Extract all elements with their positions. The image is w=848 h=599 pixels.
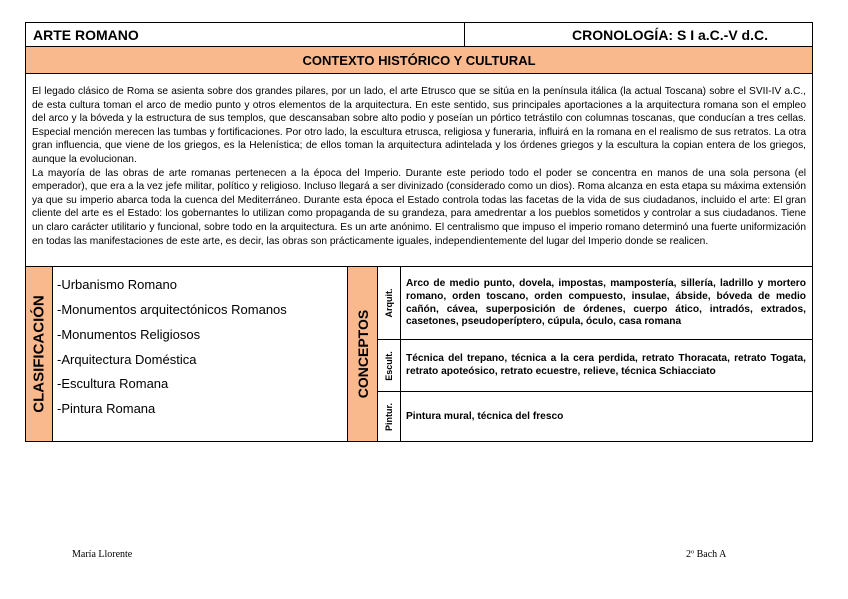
footer-course: 2º Bach A — [686, 549, 727, 560]
footer-author: María Llorente — [72, 549, 133, 560]
concept-row-label-cell — [378, 392, 401, 442]
classification-item: -Pintura Romana — [57, 401, 156, 417]
concept-row-text: Arco de medio punto, dovela, impostas, mampostería, sillería, ladrillo y mortero romano, orden toscano, orden compuesto, insulae, ábside, bóveda de medio cañón, cávea, superposición de órdenes, cuerpo ático, intradós, extrados, casetones, pseudoperíptero, cúpula, óculo, casa romana — [401, 267, 813, 340]
concept-row-label: Escult. — [384, 350, 394, 381]
context-body — [26, 74, 813, 267]
classification-item: -Arquitectura Doméstica — [57, 351, 197, 367]
concept-row-label-cell — [378, 340, 401, 392]
concept-row-label-cell — [378, 267, 401, 340]
classification-item: -Urbanismo Romano — [57, 277, 177, 293]
concepts-label-cell — [348, 267, 378, 442]
concepts-label: CONCEPTOS — [354, 309, 371, 399]
context-heading: CONTEXTO HISTÓRICO Y CULTURAL — [26, 47, 813, 74]
document-page — [25, 22, 813, 442]
document-title: ARTE ROMANO — [26, 23, 465, 47]
classification-label-cell — [26, 267, 53, 442]
classification-item: -Monumentos arquitectónicos Romanos — [57, 301, 287, 317]
concept-row-label: Arquit. — [384, 288, 394, 318]
context-paragraph-2: La mayoría de las obras de arte romanas pertenecen a la época del Imperio. Durante este periodo todo el poder se concentra en manos de una sola persona (el emperador), que era a la vez jefe militar, político y religioso. Incluso llegará a ser divinizado (considerado como un dios). Roma alcanza en esta etapa su máxima extensión ya que su imperio abarca toda la cuenca del Mediterráneo. Durante esta época el Estado controla todas las facetas de la vida de sus ciudadanos, incluido el arte: El gran cliente del arte es el Estado: los gobernantes lo utilizan como propaganda de su grandeza, para amedrentar a los pueblos sometidos y controlar a sus ciudadanos. Tiene un claro carácter utilitario y funcional, sobre todo en la arquitectura. Es un arte anónimo. El centralismo que impuso el imperio romano determinó una fuerte uniformización en todas las manifestaciones de este arte, es decir, las obras son prácticamente iguales, independientemente del lugar del Imperio donde se realicen. — [32, 167, 806, 247]
classification-label: CLASIFICACIÓN — [30, 295, 48, 413]
concept-row-text: Técnica del trepano, técnica a la cera perdida, retrato Thoracata, retrato Togata, retrato apoteósico, retrato ecuestre, relieve, técnica Schiacciato — [401, 340, 813, 392]
concept-row-label: Pintur. — [384, 402, 394, 431]
classification-item: -Monumentos Religiosos — [57, 326, 201, 342]
header-table — [25, 22, 813, 267]
classification-table — [25, 266, 813, 442]
chronology: CRONOLOGÍA: S I a.C.-V d.C. — [465, 23, 813, 47]
concept-row-text: Pintura mural, técnica del fresco — [401, 392, 813, 442]
classification-list — [53, 267, 348, 442]
context-paragraph-1: El legado clásico de Roma se asienta sobre dos grandes pilares, por un lado, el arte Etrusco que se sitúa en la península itálica (la actual Toscana) sobre el SVII-IV a.C., de esta cultura toman el arco de medio punto y otros elementos de la arquitectura. En este sentido, sus principales aportaciones a la arquitectura romana son el empleo del arco y la bóveda y la estructura de sus templos, que descansaban sobre alto podio y poseían un pórtico tetrástilo con columnas toscanas, que conducían a tres cellas. Especial mención merecen las tumbas y fortificaciones. Por otro lado, la escultura etrusca, religiosa y funeraria, influirá en la romana en el realismo de sus retratos. La otra gran influencia, que viene de los griegos, es la Helenística; de ellos toman la arquitectura adintelada y los órdenes griegos y la escultura la copian entera de los griegos, aunque la evolucionan. — [32, 86, 806, 165]
classification-item: -Escultura Romana — [57, 376, 169, 392]
